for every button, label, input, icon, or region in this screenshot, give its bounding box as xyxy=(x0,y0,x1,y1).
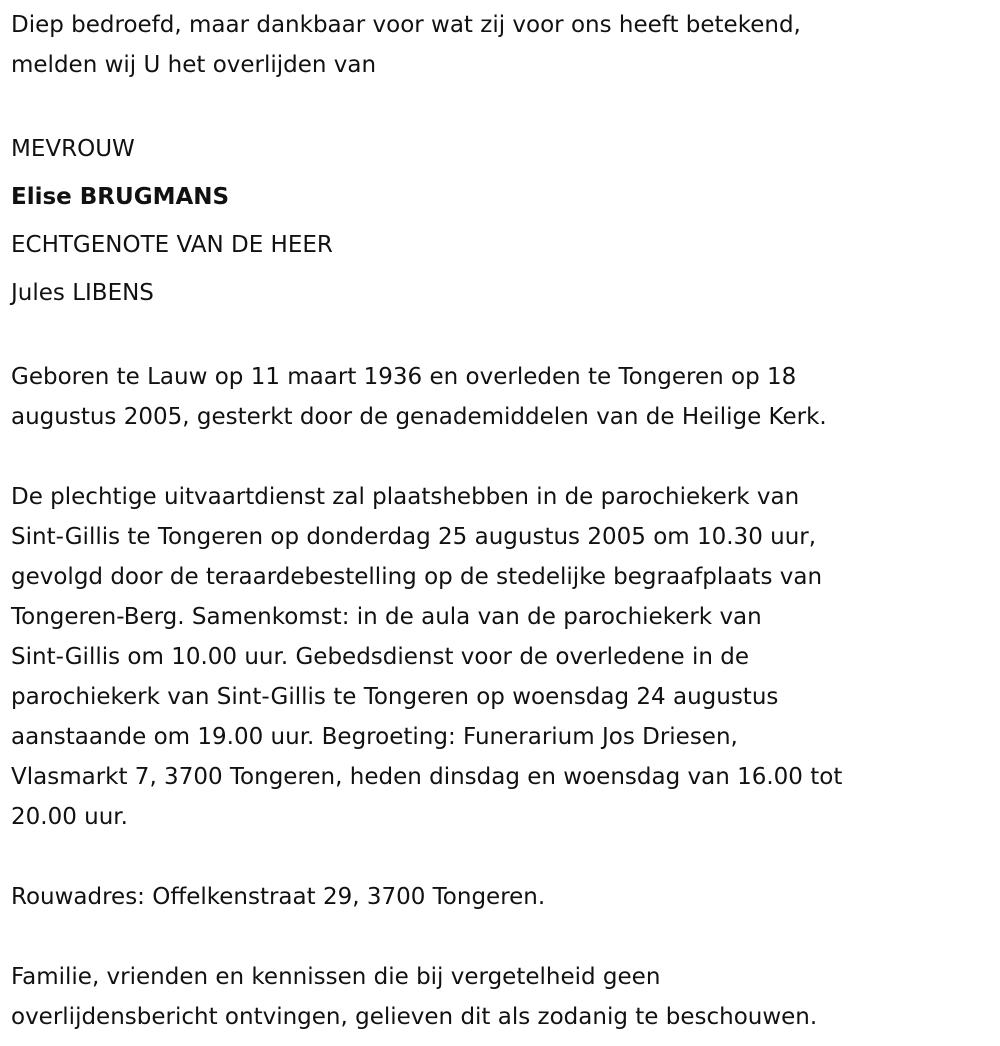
spacer xyxy=(11,85,986,125)
spacer xyxy=(11,837,986,877)
intro-paragraph: Diep bedroefd, maar dankbaar voor wat zij voor ons heeft betekend, melden wij U het overlijden van xyxy=(11,12,801,78)
funeral-service-paragraph: De plechtige uitvaartdienst zal plaatshebben in de parochiekerk van Sint-Gillis te Tongeren op donderdag 25 augustus 2005 om 10.30 uur, gevolgd door de teraardebestelling op de stedelijke begraafplaats van Tongeren-Berg. Samenkomst: in de aula van de parochiekerk van Sint-Gillis om 10.00 uur. Gebedsdienst voor de overledene in de parochiekerk van Sint-Gillis te Tongeren op woensdag 24 augustus aanstaande om 19.00 uur. Begroeting: Funerarium Jos Driesen, Vlasmarkt 7, 3700 Tongeren, heden dinsdag en woensdag van 16.00 tot 20.00 uur. xyxy=(11,484,843,830)
spacer xyxy=(11,917,986,957)
spacer xyxy=(11,437,986,477)
obituary-document xyxy=(11,5,986,1037)
relation-line: ECHTGENOTE VAN DE HEER xyxy=(11,232,333,258)
deceased-name: Elise BRUGMANS xyxy=(11,184,230,210)
birth-death-paragraph: Geboren te Lauw op 11 maart 1936 en overleden te Tongeren op 18 augustus 2005, gesterkt door de genademiddelen van de Heilige Kerk. xyxy=(11,364,827,430)
closing-paragraph: Familie, vrienden en kennissen die bij vergetelheid geen overlijdensbericht ontvingen, gelieven dit als zodanig te beschouwen. xyxy=(11,964,818,1030)
spacer xyxy=(11,317,986,357)
spouse-name: Jules LIBENS xyxy=(11,280,154,306)
mourning-address: Rouwadres: Offelkenstraat 29, 3700 Tongeren. xyxy=(11,884,546,910)
deceased-title: MEVROUW xyxy=(11,136,135,162)
